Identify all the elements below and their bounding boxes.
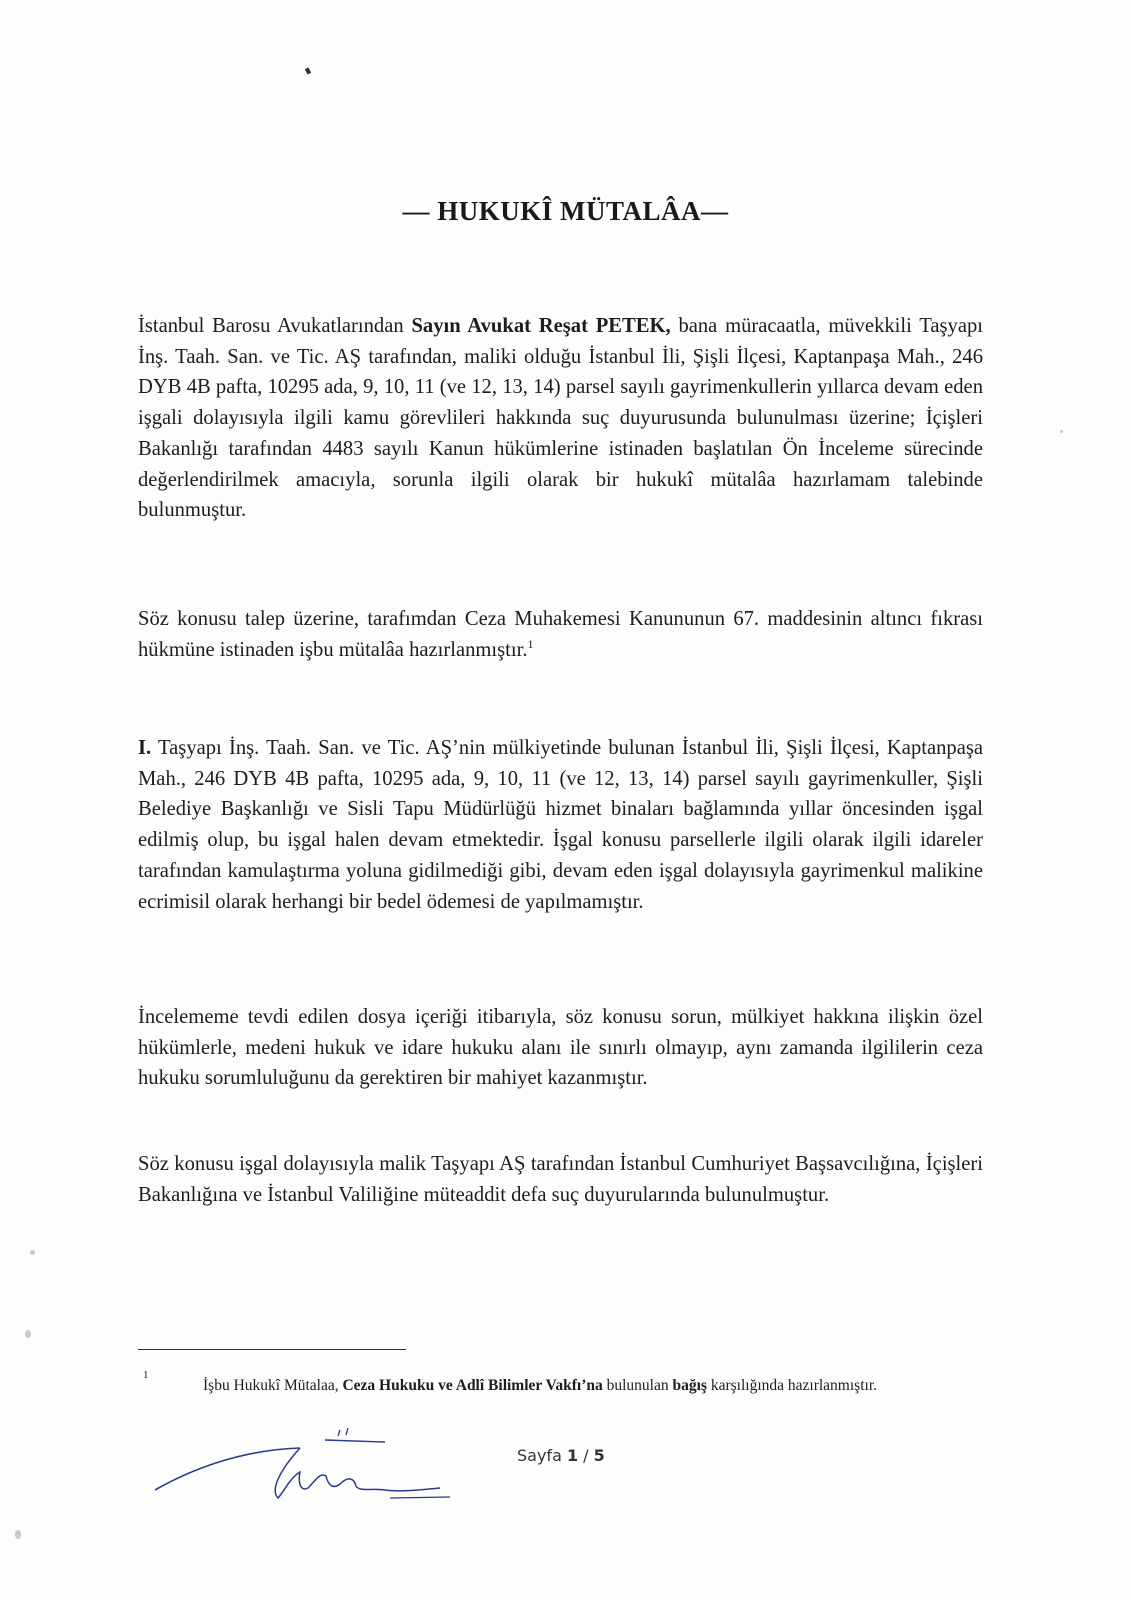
text-run: İncelememe tevdi edilen dosya içeriği itibarıyla, söz konusu sorun, mülkiyet hakkına ilişkin özel hükümlerle, medeni hukuk ve idare hukuku alanı ile sınırlı olmayıp, aynı zamanda ilgililerin ceza hukuku sorumluluğunu da gerektiren bir mahiyet kazanmıştır. xyxy=(138,1006,983,1090)
paragraph-basis xyxy=(138,604,983,665)
paragraph-request xyxy=(138,311,983,526)
bold-text: I. xyxy=(138,737,152,759)
bold-text: Ceza Hukuku ve Adlî Bilimler Vakfı’na xyxy=(342,1377,603,1394)
scan-mark xyxy=(305,67,311,74)
text-run: bana müracaatla, müvekkili Taşyapı İnş. Taah. San. ve Tic. AŞ tarafından, maliki olduğu İstanbul İli, Şişli İlçesi, Kaptanpaşa Mah., 246 DYB 4B pafta, 10295 ada, 9, 10, 11 (ve 12, 13, 14) parsel sayılı gayrimenkullerin yıllarca devam eden işgali dolayısıyla ilgili kamu görevlileri hakkında suç duyurusunda bulunulması üzerine; İçişleri Bakanlığı tarafından 4483 sayılı Kanun hükümlerine istinaden başlatılan Ön İnceleme sürecinde değerlendirilmek amacıyla, sorunla ilgili olarak bir hukukî mütalâa hazırlamam talebinde bulunmuştur. xyxy=(138,315,983,522)
footnote-text xyxy=(203,1374,1003,1397)
paragraph-text xyxy=(138,311,983,526)
bold-text: Sayın Avukat Reşat PETEK, xyxy=(411,315,671,337)
paragraph-text xyxy=(138,604,983,665)
text-run: bulunulan xyxy=(602,1377,673,1394)
page-total: 5 xyxy=(593,1446,605,1465)
signature xyxy=(150,1420,470,1520)
paragraph-text xyxy=(138,1002,983,1094)
page-current: 1 xyxy=(566,1446,579,1465)
text-run: Taşyapı İnş. Taah. San. ve Tic. AŞ’nin mülkiyetinde bulunan İstanbul İli, Şişli İlçesi, Kaptanpaşa Mah., 246 DYB 4B pafta, 10295 ada, 9, 10, 11 (ve 12, 13, 14) parsel sayılı gayrimenkuller, Şişli Belediye Başkanlığı ve Sisli Tapu Müdürlüğü hizmet binaları bağlamında yıllar öncesinden işgal edilmiş olup, bu işgal halen devam etmektedir. İşgal konusu parsellerle ilgili olarak ilgili idareler tarafından kamulaştırma yoluna gidilmediği gibi, devam eden işgal dolayısıyla gayrimenkul malikine ecrimisil olarak herhangi bir bedel ödemesi de yapılmamıştır. xyxy=(138,737,983,913)
footnote-ref: 1 xyxy=(527,636,534,651)
scan-speck xyxy=(30,1250,35,1255)
text-run: İstanbul Barosu Avukatlarından xyxy=(138,315,412,337)
paragraph-text xyxy=(138,1149,983,1210)
footnote-divider xyxy=(138,1349,406,1350)
page-number xyxy=(517,1446,605,1465)
text-run: Söz konusu işgal dolayısıyla malik Taşyapı AŞ tarafından İstanbul Cumhuriyet Başsavcılığına, İçişleri Bakanlığına ve İstanbul Valiliğine müteaddit defa suç duyurularında bulunulmuştur. xyxy=(138,1153,983,1206)
scan-speck xyxy=(1060,430,1063,433)
text-run: karşılığında hazırlanmıştır. xyxy=(706,1377,877,1394)
paragraph-complaints xyxy=(138,1149,983,1210)
paragraph-section-one xyxy=(138,733,983,917)
footnote-number: 1 xyxy=(143,1369,149,1381)
scan-speck xyxy=(25,1330,31,1338)
text-run: Söz konusu talep üzerine, tarafımdan Ceza Muhakemesi Kanununun 67. maddesinin altıncı fıkrası hükmüne istinaden işbu mütalâa hazırlanmıştır. xyxy=(138,608,983,661)
paragraph-text xyxy=(138,733,983,917)
page-prefix: Sayfa xyxy=(517,1446,567,1465)
paragraph-scope xyxy=(138,1002,983,1094)
document-title: — HUKUKÎ MÜTALÂA— xyxy=(402,196,729,226)
scan-speck xyxy=(15,1530,21,1539)
text-run: İşbu Hukukî Mütalaa, xyxy=(203,1377,343,1394)
bold-text: bağış xyxy=(672,1377,707,1394)
page-separator: / xyxy=(578,1446,594,1465)
